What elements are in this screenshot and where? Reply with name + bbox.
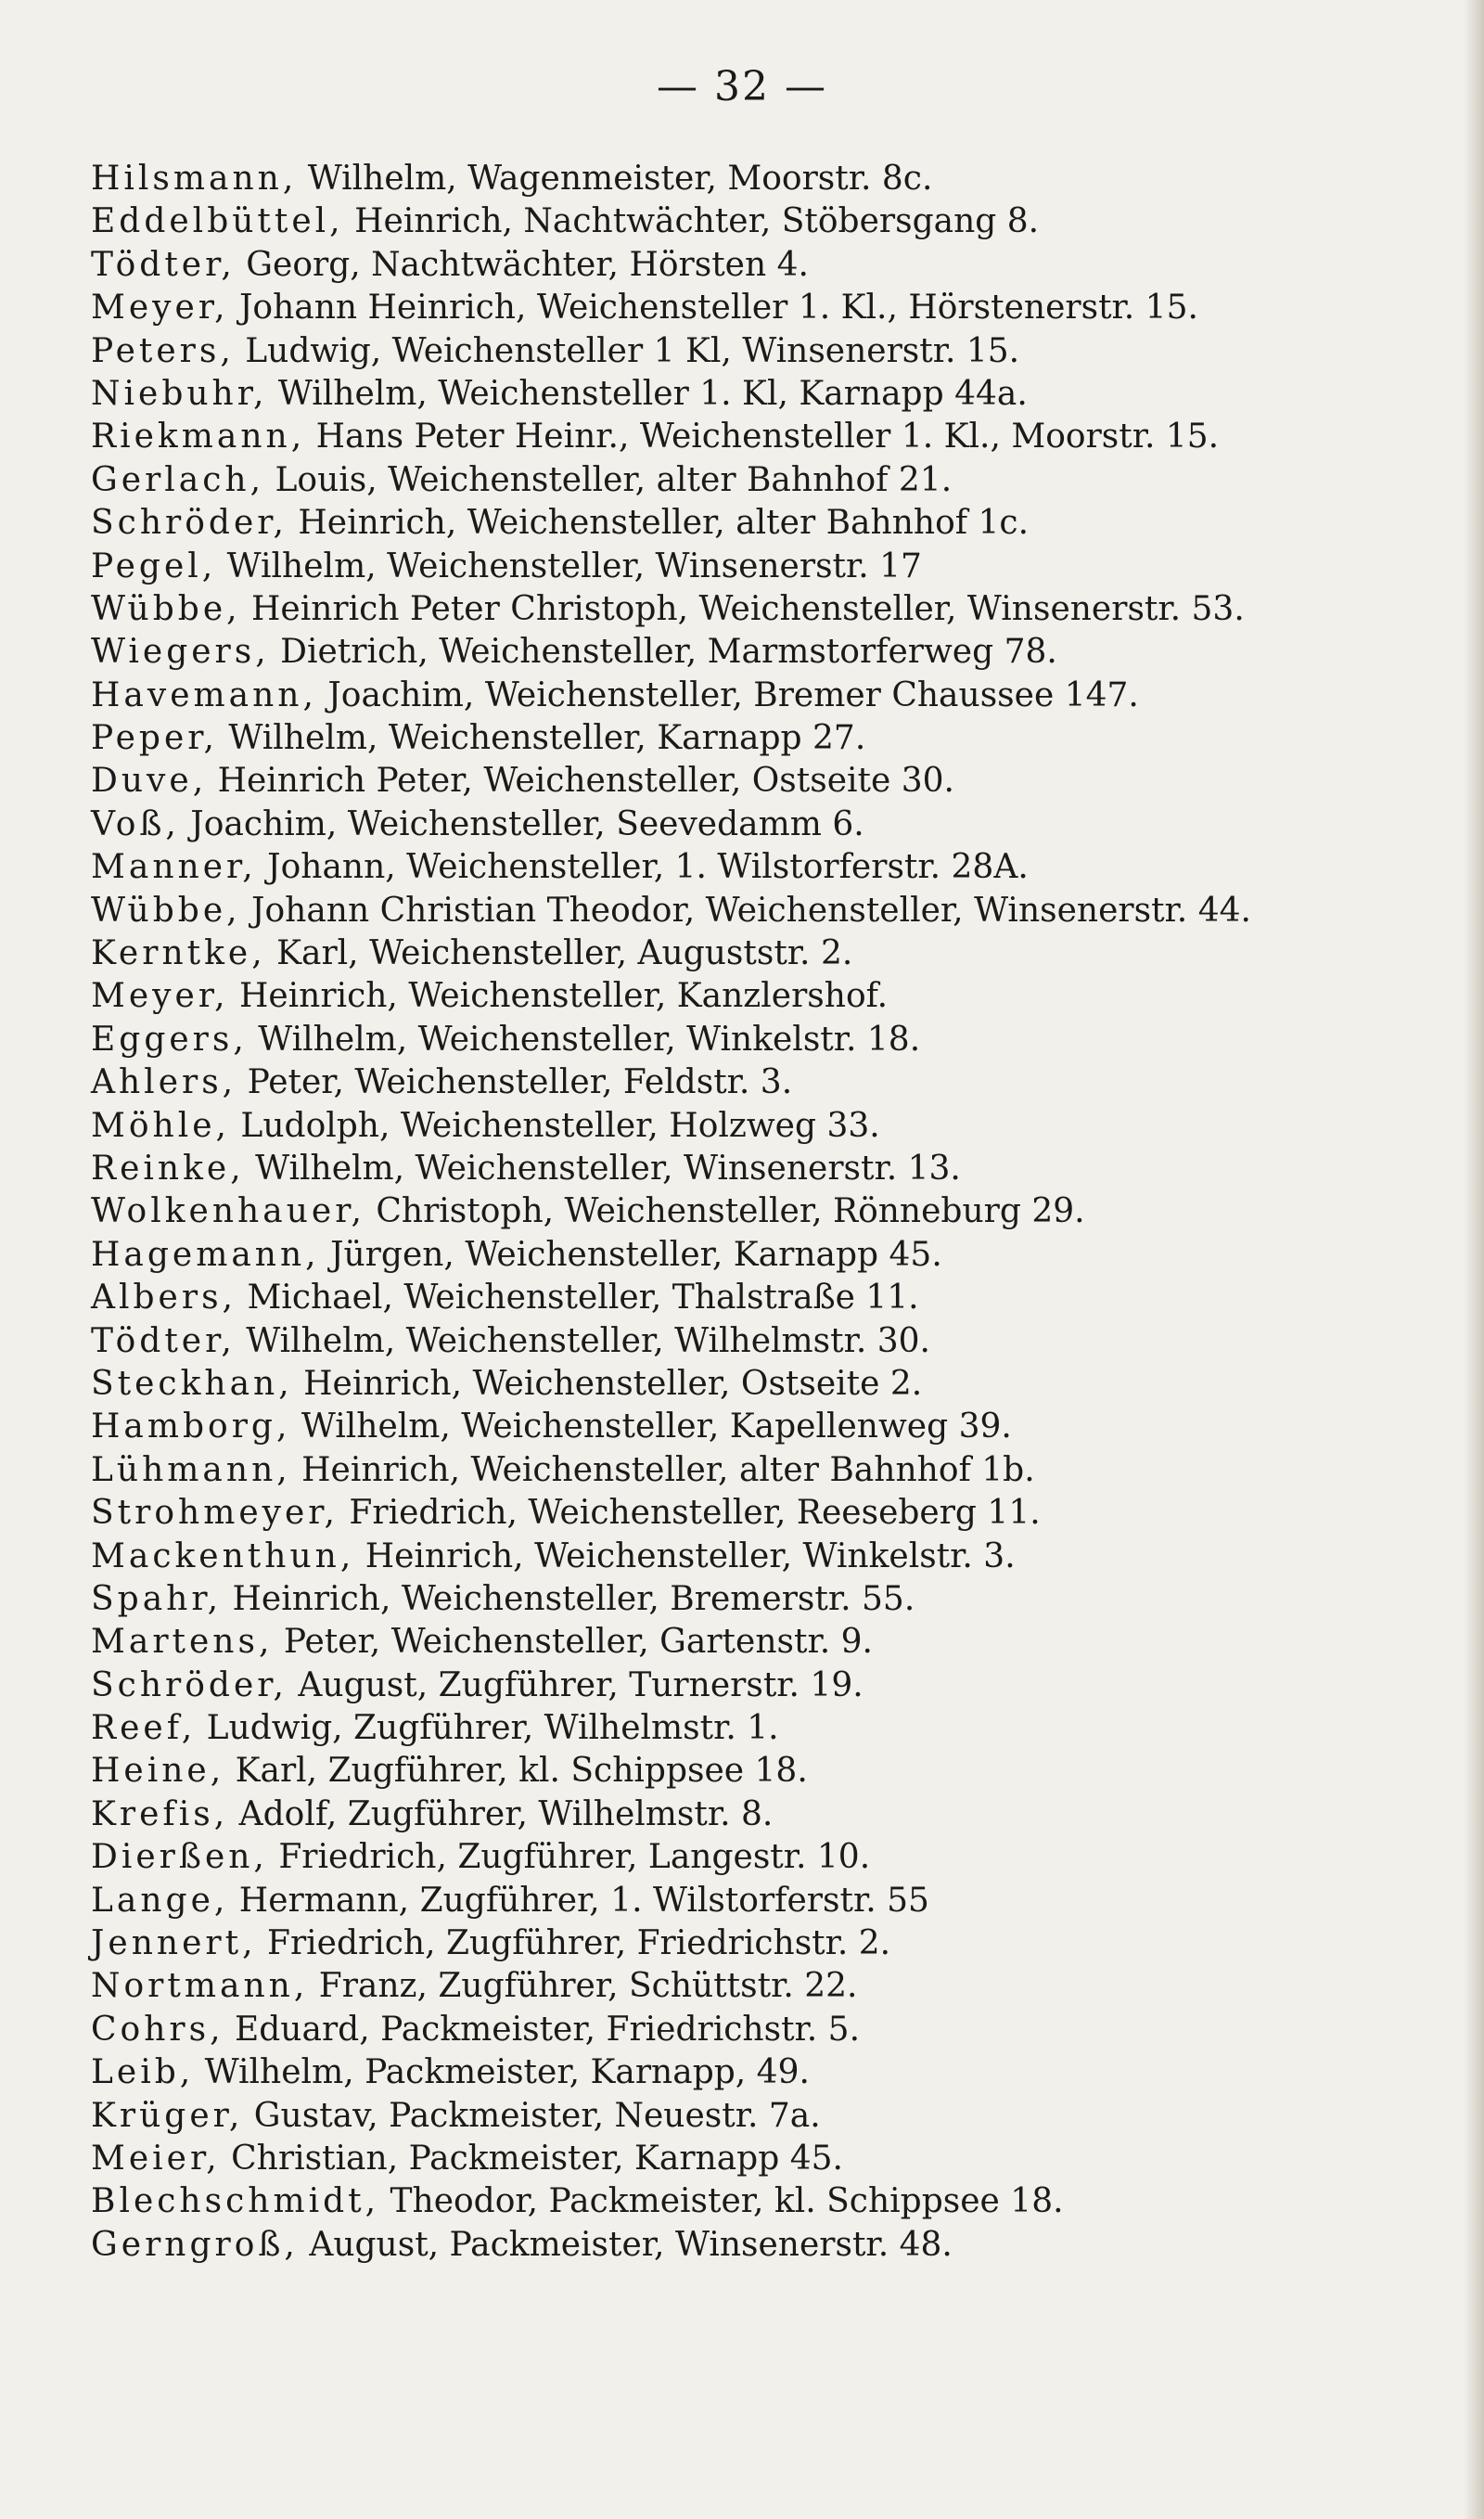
entry-details: Christian, Packmeister, Karnapp 45.	[220, 2139, 843, 2178]
entry-details: Adolf, Zugführer, Wilhelmstr. 8.	[228, 1794, 774, 1833]
directory-entry	[91, 373, 1426, 416]
entry-details: Wilhelm, Weichensteller, Winsenerstr. 13.	[244, 1149, 961, 1188]
entry-details: August, Zugführer, Turnerstr. 19.	[287, 1665, 864, 1704]
entry-surname: Schröder,	[91, 504, 288, 543]
entry-details: August, Packmeister, Winsenerstr. 48.	[298, 2225, 953, 2264]
entry-details: Joachim, Weichensteller, Bremer Chaussee 147.	[316, 675, 1139, 714]
directory-entry	[91, 287, 1426, 329]
entry-surname: Möhle,	[91, 1106, 230, 1145]
entry-details: Franz, Zugführer, Schüttstr. 22.	[308, 1967, 858, 2006]
entry-surname: Blechschmidt,	[91, 2182, 380, 2221]
entry-details: Heinrich, Weichensteller, Ostseite 2.	[292, 1364, 923, 1403]
directory-entry	[91, 1277, 1426, 1319]
entry-surname: Lange,	[91, 1881, 229, 1920]
entry-surname: Kerntke,	[91, 934, 266, 973]
entry-details: Wilhelm, Weichensteller, Winsenerstr. 17	[216, 546, 922, 585]
entry-details: Michael, Weichensteller, Thalstraße 11.	[237, 1279, 919, 1317]
entry-surname: Wiegers,	[91, 633, 270, 672]
entry-details: Karl, Zugführer, kl. Schippsee 18.	[224, 1752, 808, 1791]
directory-entry	[91, 546, 1426, 588]
entry-details: Friedrich, Weichensteller, Reeseberg 11.	[338, 1494, 1041, 1533]
entry-details: Friedrich, Zugführer, Langestr. 10.	[267, 1838, 871, 1877]
entry-surname: Nortmann,	[91, 1967, 309, 2006]
directory-entry	[91, 200, 1426, 243]
directory-entry	[91, 1707, 1426, 1750]
entry-surname: Hagemann,	[91, 1235, 320, 1274]
directory-entry	[91, 1019, 1426, 1061]
directory-entry	[91, 1578, 1426, 1621]
page-number: — 32 —	[657, 63, 827, 110]
directory-entry	[91, 416, 1426, 458]
entry-details: Peter, Weichensteller, Feldstr. 3.	[237, 1063, 793, 1102]
entry-surname: Eggers,	[91, 1020, 248, 1059]
entry-surname: Dierßen,	[91, 1838, 268, 1877]
entry-surname: Voß,	[91, 804, 180, 843]
directory-entry	[91, 1105, 1426, 1148]
entry-details: Johann Christian Theodor, Weichensteller, Winsenerstr. 44.	[240, 891, 1251, 930]
entry-surname: Pegel,	[91, 546, 217, 585]
directory-entry	[91, 1793, 1426, 1836]
entry-surname: Hilsmann,	[91, 160, 298, 198]
directory-entry	[91, 158, 1426, 200]
directory-entry	[91, 2180, 1426, 2223]
entry-details: Theodor, Packmeister, kl. Schippsee 18.	[379, 2182, 1064, 2221]
entry-details: Johann Heinrich, Weichensteller 1. Kl., Hörstenerstr. 15.	[228, 289, 1198, 328]
entry-surname: Hamborg,	[91, 1407, 291, 1446]
entry-details: Gustav, Packmeister, Neuestr. 7a.	[243, 2096, 821, 2135]
entry-details: Heinrich, Weichensteller, alter Bahnhof 1b.	[290, 1450, 1035, 1489]
directory-entry	[91, 1148, 1426, 1190]
entry-details: Heinrich Peter Christoph, Weichensteller, Winsenerstr. 53.	[240, 589, 1245, 628]
entry-details: Ludwig, Zugführer, Wilhelmstr. 1.	[196, 1709, 779, 1748]
entry-details: Hans Peter Heinr., Weichensteller 1. Kl., Moorstr. 15.	[305, 418, 1220, 456]
entry-surname: Spahr,	[91, 1579, 223, 1618]
entry-surname: Meier,	[91, 2139, 221, 2178]
entry-details: Wilhelm, Packmeister, Karnapp, 49.	[194, 2053, 810, 2092]
directory-entry	[91, 1922, 1426, 1965]
directory-entry	[91, 2095, 1426, 2138]
entry-surname: Meyer,	[91, 289, 229, 328]
page-edge-shadow	[1464, 0, 1484, 2519]
directory-entry	[91, 675, 1426, 717]
directory-entry	[91, 975, 1426, 1018]
entry-surname: Reinke,	[91, 1149, 245, 1188]
entry-surname: Niebuhr,	[91, 374, 268, 413]
entry-details: Ludwig, Weichensteller 1 Kl, Winsenerstr. 15.	[234, 331, 1020, 370]
directory-entry	[91, 1621, 1426, 1664]
directory-entry	[91, 2224, 1426, 2267]
entry-surname: Tödter,	[91, 1321, 236, 1360]
entry-surname: Krüger,	[91, 2096, 244, 2135]
entry-surname: Ahlers,	[91, 1063, 237, 1102]
entry-surname: Havemann,	[91, 675, 317, 714]
directory-entry	[91, 1965, 1426, 2008]
directory-entry	[91, 502, 1426, 545]
entry-details: Louis, Weichensteller, alter Bahnhof 21.	[264, 460, 953, 499]
entry-details: Jürgen, Weichensteller, Karnapp 45.	[319, 1235, 942, 1274]
entry-surname: Peters,	[91, 331, 235, 370]
entry-details: Karl, Weichensteller, Auguststr. 2.	[265, 934, 853, 973]
entry-surname: Gerngroß,	[91, 2225, 299, 2264]
directory-entry	[91, 588, 1426, 631]
directory-entry	[91, 1880, 1426, 1922]
directory-entry	[91, 244, 1426, 287]
entry-details: Eduard, Packmeister, Friedrichstr. 5.	[224, 2010, 861, 2049]
entry-details: Heinrich, Weichensteller, Kanzlershof.	[228, 977, 889, 1016]
entry-surname: Steckhan,	[91, 1364, 293, 1403]
entry-surname: Eddelbüttel,	[91, 202, 344, 241]
directory-entry	[91, 1664, 1426, 1707]
directory-entry	[91, 1836, 1426, 1879]
entry-surname: Duve,	[91, 762, 208, 801]
entry-surname: Schröder,	[91, 1665, 288, 1704]
directory-entry	[91, 1406, 1426, 1448]
entry-surname: Heine,	[91, 1752, 225, 1791]
entry-surname: Martens,	[91, 1623, 274, 1662]
directory-entry	[91, 1320, 1426, 1363]
directory-entry	[91, 717, 1426, 760]
entry-surname: Mackenthun,	[91, 1536, 355, 1575]
directory-entry	[91, 1363, 1426, 1406]
entry-details: Wilhelm, Weichensteller, Karnapp 27.	[217, 719, 866, 758]
directory-entry	[91, 1061, 1426, 1104]
entry-details: Georg, Nachtwächter, Hörsten 4.	[235, 245, 809, 284]
entry-surname: Manner,	[91, 848, 257, 887]
entry-surname: Gerlach,	[91, 460, 265, 499]
entry-surname: Wolkenhauer,	[91, 1192, 365, 1231]
entry-details: Joachim, Weichensteller, Seevedamm 6.	[179, 804, 864, 843]
entry-surname: Leib,	[91, 2053, 195, 2092]
entry-surname: Tödter,	[91, 245, 236, 284]
directory-entry	[91, 760, 1426, 803]
directory-entry	[91, 1234, 1426, 1277]
entry-surname: Riekmann,	[91, 418, 306, 456]
entry-details: Peter, Weichensteller, Gartenstr. 9.	[273, 1623, 873, 1662]
directory-entry	[91, 1190, 1426, 1233]
entry-details: Dietrich, Weichensteller, Marmstorferweg 78.	[269, 633, 1057, 672]
entry-surname: Jennert,	[91, 1924, 257, 1963]
directory-entry	[91, 890, 1426, 932]
entry-details: Wilhelm, Weichensteller, Wilhelmstr. 30.	[235, 1321, 930, 1360]
entry-details: Christoph, Weichensteller, Rönneburg 29.	[365, 1192, 1085, 1231]
entry-details: Friedrich, Zugführer, Friedrichstr. 2.	[256, 1924, 891, 1963]
entry-surname: Krefis,	[91, 1794, 229, 1833]
entry-details: Wilhelm, Weichensteller, Winkelstr. 18.	[247, 1020, 921, 1059]
directory-entry	[91, 2138, 1426, 2180]
entry-surname: Peper,	[91, 719, 218, 758]
entry-details: Heinrich, Weichensteller, Winkelstr. 3.	[354, 1536, 1016, 1575]
entry-surname: Wübbe,	[91, 589, 241, 628]
entry-surname: Cohrs,	[91, 2010, 224, 2049]
entry-details: Heinrich, Weichensteller, alter Bahnhof 1c.	[287, 504, 1030, 543]
entry-details: Ludolph, Weichensteller, Holzweg 33.	[229, 1106, 880, 1145]
entry-surname: Reef,	[91, 1709, 197, 1748]
directory-entry	[91, 1750, 1426, 1793]
entry-details: Wilhelm, Weichensteller 1. Kl, Karnapp 44a.	[267, 374, 1028, 413]
entry-details: Wilhelm, Weichensteller, Kapellenweg 39.	[290, 1407, 1012, 1446]
directory-entry	[91, 1536, 1426, 1578]
entry-details: Hermann, Zugführer, 1. Wilstorferstr. 55	[228, 1881, 929, 1920]
entry-surname: Meyer,	[91, 977, 229, 1016]
entry-details: Johann, Weichensteller, 1. Wilstorferstr. 28A.	[256, 848, 1029, 887]
entry-details: Wilhelm, Wagenmeister, Moorstr. 8c.	[297, 160, 933, 198]
entry-details: Heinrich, Nachtwächter, Stöbersgang 8.	[343, 202, 1040, 241]
directory-entry	[91, 631, 1426, 674]
directory-entry	[91, 1492, 1426, 1535]
directory-entry	[91, 459, 1426, 502]
directory-list	[91, 158, 1426, 2267]
directory-entry	[91, 1449, 1426, 1492]
directory-entry	[91, 846, 1426, 889]
directory-entry	[91, 2051, 1426, 2094]
entry-details: Heinrich Peter, Weichensteller, Ostseite 30.	[207, 762, 954, 801]
entry-details: Heinrich, Weichensteller, Bremerstr. 55.	[222, 1579, 915, 1618]
directory-entry	[91, 2009, 1426, 2051]
entry-surname: Lühmann,	[91, 1450, 291, 1489]
directory-entry	[91, 330, 1426, 373]
directory-entry	[91, 932, 1426, 975]
entry-surname: Strohmeyer,	[91, 1494, 339, 1533]
directory-entry	[91, 803, 1426, 846]
entry-surname: Albers,	[91, 1279, 237, 1317]
entry-surname: Wübbe,	[91, 891, 241, 930]
